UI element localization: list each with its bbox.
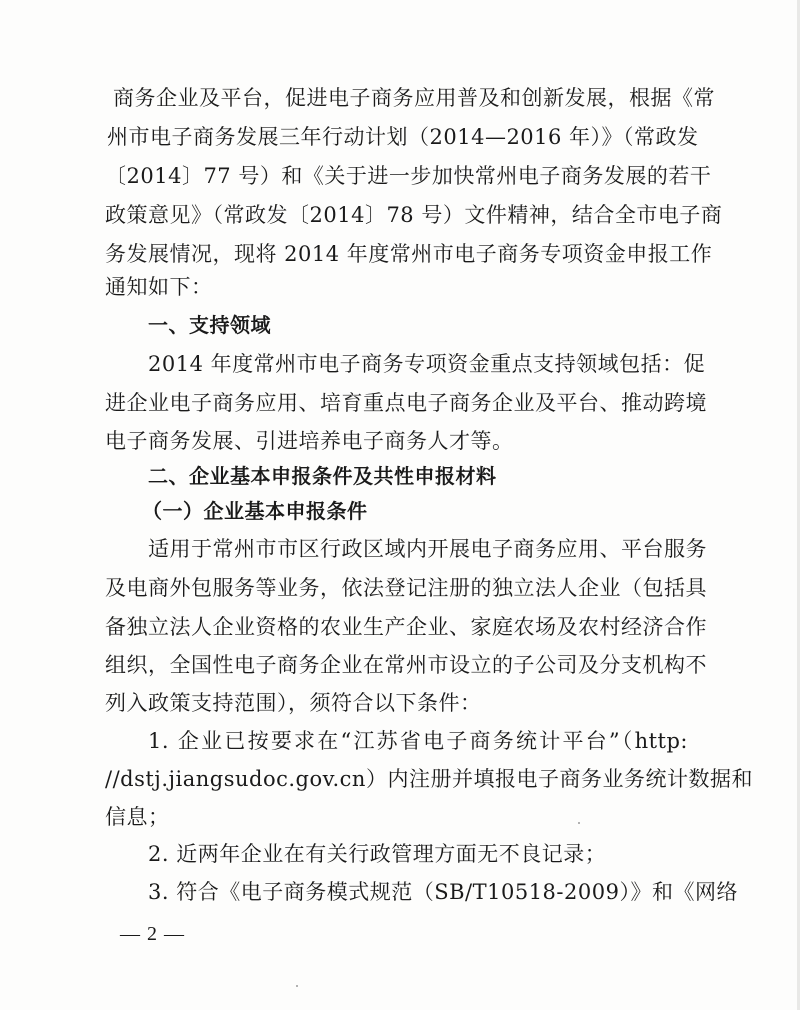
body-line: 备独立法人企业资格的农业生产企业、家庭农场及农村经济合作 <box>105 615 707 639</box>
body-line: 列入政策支持范围），须符合以下条件： <box>105 691 482 715</box>
subsection-heading-basic-conditions: （一）企业基本申报条件 <box>142 499 368 523</box>
scan-speck <box>578 822 580 824</box>
list-item-3: 3. 符合《电子商务模式规范（SB/T10518-2009）》和《网络 <box>148 880 738 904</box>
section-heading-support-areas: 一、支持领域 <box>148 313 271 337</box>
body-line: 电子商务发展、引进培养电子商务人才等。 <box>105 429 514 453</box>
body-line: 政策意见》（常政发〔2014〕78 号）文件精神，结合全市电子商 <box>105 203 723 227</box>
list-item-1-continuation: //dstj.jiangsudoc.gov.cn）内注册并填报电子商务业务统计数据和 <box>105 767 753 791</box>
body-line: 商务企业及平台，促进电子商务应用普及和创新发展，根据《常 <box>113 86 715 110</box>
body-line: 适用于常州市市区行政区域内开展电子商务应用、平台服务 <box>148 537 707 561</box>
list-item-2: 2. 近两年企业在有关行政管理方面无不良记录； <box>148 842 607 866</box>
body-line: 组织，全国性电子商务企业在常州市设立的子公司及分支机构不 <box>105 653 707 677</box>
body-line: 及电商外包服务等业务，依法登记注册的独立法人企业（包括具 <box>105 576 707 600</box>
list-item-1: 1. 企业已按要求在“江苏省电子商务统计平台”（http: <box>148 729 688 753</box>
body-line: 进企业电子商务应用、培育重点电子商务企业及平台、推动跨境 <box>105 391 707 415</box>
list-item-1-continuation: 信息； <box>105 805 170 829</box>
body-line: 州市电子商务发展三年行动计划（2014—2016 年）》（常政发 <box>107 125 699 149</box>
section-heading-application-conditions: 二、企业基本申报条件及共性申报材料 <box>148 464 497 488</box>
page-number: — 2 — <box>120 923 185 945</box>
body-line: 务发展情况，现将 2014 年度常州市电子商务专项资金申报工作 <box>105 242 713 266</box>
body-line: 2014 年度常州市电子商务专项资金重点支持领域包括：促 <box>148 352 706 376</box>
body-line: 通知如下： <box>105 275 213 299</box>
body-line: 〔2014〕77 号）和《关于进一步加快常州电子商务发展的若干 <box>105 164 712 188</box>
scan-speck <box>296 985 298 987</box>
